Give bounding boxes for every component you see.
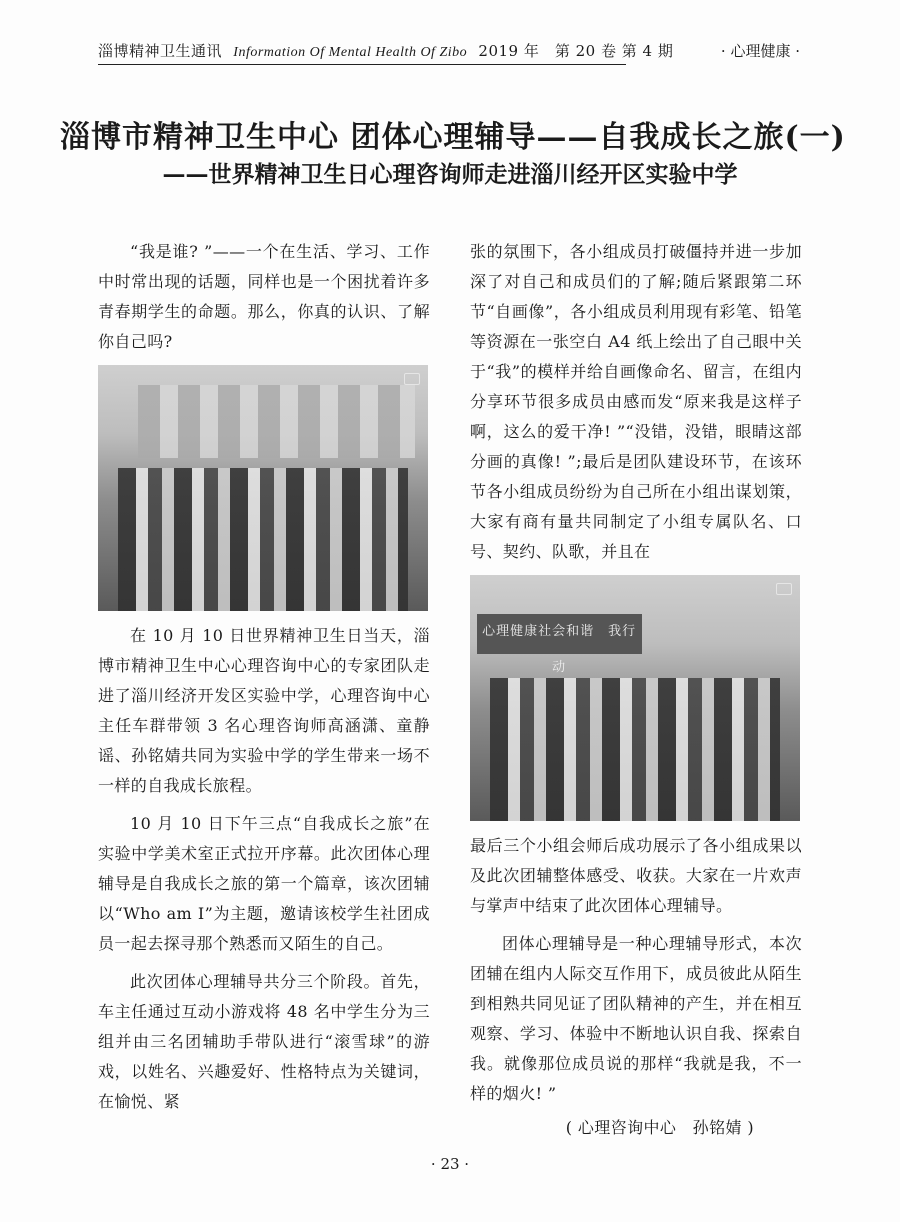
artwork-wall (138, 385, 415, 459)
photo-art-room (98, 365, 428, 611)
photo-group-circle (470, 575, 800, 821)
article-title: 淄博市精神卫生中心 团体心理辅导——自我成长之旅(一) (60, 120, 846, 155)
author-signature: ( 心理咨询中心 孙铭婧 ) (565, 1118, 754, 1137)
photo-icon (776, 583, 792, 595)
page-number: · 23 · (430, 1155, 470, 1173)
section-label: · 心理健康 · (720, 42, 800, 60)
issue-info: 2019 年 第 20 卷 第 4 期 (478, 42, 674, 60)
paragraph-opening: 10 月 10 日下午三点“自我成长之旅”在实验中学美术室正式拉开序幕。此次团体心理辅导是自我成长之旅的第一个篇章，该次团辅以“Who am I”为主题，邀请该校学生社团成员一起去探寻那个熟悉而又陌生的自己。 (98, 814, 430, 953)
students-group (118, 468, 408, 611)
article-subtitle: ——世界精神卫生日心理咨询师走进淄川经开区实验中学 (162, 161, 738, 188)
left-column (98, 237, 430, 1125)
photo-icon (404, 373, 420, 385)
paragraph-summary: 团体心理辅导是一种心理辅导形式，本次团辅在组内人际交互作用下，成员彼此从陌生到相熟共同见证了团队精神的产生，并在相互观察、学习、体验中不断地认识自我、探索自我。就像那位成员说的那样“我就是我，不一样的烟火! ” (470, 934, 802, 1103)
header-rule (98, 64, 626, 65)
paragraph-intro: “我是谁? ”——一个在生活、学习、工作中时常出现的话题，同样也是一个困扰着许多青春期学生的命题。那么，你真的认识、了解你自己吗? (98, 242, 430, 351)
journal-name-en: Information Of Mental Health Of Zibo (233, 45, 468, 60)
paragraph-results: 最后三个小组会师后成功展示了各小组成果以及此次团辅整体感受、收获。大家在一片欢声与掌声中结束了此次团体心理辅导。 (470, 836, 802, 915)
photo-banner: 心理健康社会和谐 我行动 (477, 614, 642, 653)
journal-name-cn: 淄博精神卫生通讯 (98, 42, 223, 60)
paragraph-event: 在 10 月 10 日世界精神卫生日当天，淄博市精神卫生中心心理咨询中心的专家团队走进了淄川经济开发区实验中学，心理咨询中心主任车群带领 3 名心理咨询师高涵潇、童静谣、孙铭婧共同为实验中学的学生带来一场不一样的自我成长旅程。 (98, 626, 430, 795)
paragraph-stages-cont: 张的氛围下，各小组成员打破僵持并进一步加深了对自己和成员们的了解;随后紧跟第二环节“自画像”，各小组成员利用现有彩笔、铅笔等资源在一张空白 A4 纸上绘出了自己眼中关于“我”的模样并给自画像命名、留言，在组内分享环节很多成员由感而发“原来我是这样子啊，这么的爱干净! ”“没错，没错，眼睛这部分画的真像! ”;最后是团队建设环节，在该环节各小组成员纷纷为自己所在小组出谋划策，大家有商有量共同制定了小组专属队名、口号、契约、队歌，并且在 (470, 242, 802, 561)
right-column (470, 237, 802, 1151)
students-circle (490, 678, 780, 821)
paragraph-stages: 此次团体心理辅导共分三个阶段。首先，车主任通过互动小游戏将 48 名中学生分为三组并由三名团辅助手带队进行“滚雪球”的游戏，以姓名、兴趣爱好、性格特点为关键词，在愉悦、紧 (98, 972, 430, 1111)
running-header (98, 40, 800, 66)
journal-header (98, 40, 673, 61)
